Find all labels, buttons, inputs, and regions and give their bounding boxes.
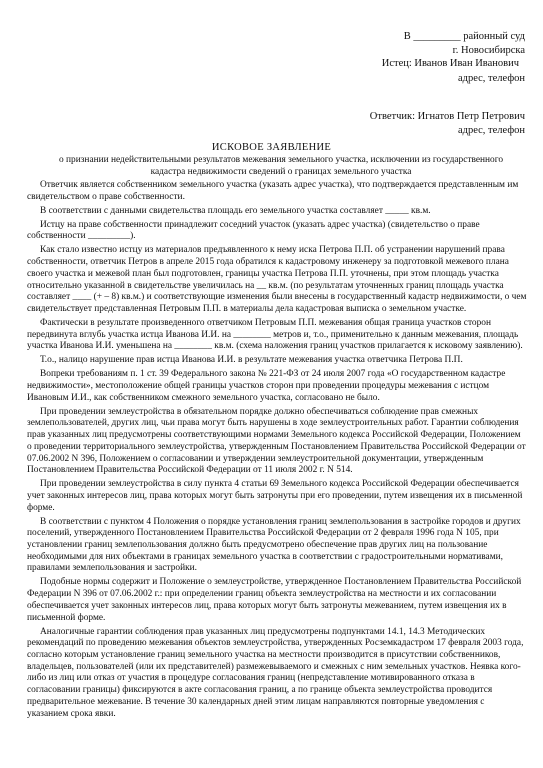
paragraph: Вопреки требованиям п. 1 ст. 39 Федерального закона № 221-ФЗ от 24 июля 2007 года «О государственном кадастре недвижимости», местоположение общей границы участков сторон при проведении процедуры межевания с истцом Ивановым И.И., как собственником смежного земельного участка, согласовано не было. — [27, 369, 506, 403]
paragraph: При проведении землеустройства в обязательном порядке должно обеспечиваться соблюдение прав смежных землепользователей, других лиц, чьи права могут быть нарушены в ходе землеустроительных работ. Гарантии соблюдения прав указанных лиц предусмотрены соответствующими нормами Земельного кодекса Российской Федерации, Положением о проведении территориального землеустройства, утвержденным Постановлением Правительства Российской Федерации от 07.06.2002 N 396, Положением о согласовании и утверждении землеустроительной документации, утвержденным Постановлением Правительства Российской Федерации от 11 июля 2002 г. N 514. — [27, 406, 526, 476]
paragraph: В соответствии с пунктом 4 Положения о порядке установления границ землепользования в застройке городов и других поселений, утвержденного Постановлением Правительства Российской Федерации от 2 февраля 1996 года N 105, при установлении границ землепользования должно быть предусмотрено обеспечение прав других лиц на пользование необходимыми для них объектами в границах земельного участка в соответствии с градостроительными нормативами, правилами землепользования и застройки. — [27, 516, 521, 574]
city-line: г. Новосибирска — [452, 44, 525, 56]
paragraph: Фактически в результате произведенного ответчиком Петровым П.П. межевания общая граница участков сторон передвинута вглубь участка истца Иванова И.И. на ________ метров и, т.о., применительно к данным межевания, площадь участка Иванова И.И. уменьшена на ________ кв.м. (схема наложения границ участков прилагается к исковому заявлению). — [27, 317, 523, 352]
defendant-address-line: адрес, телефон — [457, 125, 525, 136]
paragraph: Ответчик является собственником земельного участка (указать адрес участка), что подтверждается представленным им свидетельством о праве собственности. — [27, 180, 519, 202]
paragraph: Как стало известно истцу из материалов предъявленного к нему иска Петрова П.П. об устранении нарушений права собственности, ответчик Петров в апреле 2015 года обратился к кадастровому инженеру за подготовкой межевого плана своего участка и межевой план был подготовлен, границы участка Петрова П.П. уточнены, при этом площадь участка относительно указанной в свидетельстве увеличилась на __ кв.м. (по результатам уточненных границ площадь участка составляет ____ (+ – 8) кв.м.) и соответствующие изменения были внесены в государственный кадастр недвижимости, о чем свидетельствует представленная Петровым П.П. в материалы дела кадастровая выписка о земельном участке. — [27, 245, 527, 314]
paragraph: Подобные нормы содержит и Положение о землеустройстве, утвержденное Постановлением Правительства Российской Федерации N 396 от 07.06.2002 г.: при определении границ объекта землеустройства на местности и их согласовании обеспечивается учет законных интересов лиц, права которых могут быть затронуты межеванием, путем извещения их в письменной форме. — [27, 577, 522, 623]
paragraph: Т.о., налицо нарушение прав истца Иванова И.И. в результате межевания участка ответчика Петрова П.П. — [40, 355, 463, 366]
paragraph: Аналогичные гарантии соблюдения прав указанных лиц предусмотрены подпунктами 14.1, 14.3 Методических рекомендаций по проведению межевания объектов землеустройства, утвержденных Росземкадастром 17 февраля 2003 года, согласно которым установление границ земельного участка на местности производится в присутствии собственников, владельцев, пользователей (или их представителей) размежевываемого и смежных с ним земельных участков. Неявка кого-либо из лиц или отказ от участия в процедуре согласования границ (непредставление мотивированного отказа в согласовании границы) фиксируются в акте согласования границ, а по границе объекта землеустройства проводится предварительное межевание. В течение 30 календарных дней этим лицам направляются повторные уведомления с указанием срока явки. — [27, 626, 524, 719]
document-title: ИСКОВОЕ ЗАЯВЛЕНИЕ — [211, 142, 332, 153]
paragraph: В соответствии с данными свидетельства площадь его земельного участка составляет _____ кв.м. — [40, 205, 431, 216]
document-subtitle: о признании недействительными результатов межевания земельного участка, исключении из государственного кадастра недвижимости сведений о границах земельного участка — [58, 155, 504, 177]
paragraph: При проведении землеустройства в силу пункта 4 статьи 69 Земельного кодекса Российской Федерации обеспечивается учет законных интересов лиц, права которых могут быть затронуты при его проведении, путем извещения их в письменной форме. — [27, 479, 523, 513]
paragraph: Истцу на праве собственности принадлежит соседний участок (указать адрес участка) (свидетельство о праве собственности _________). — [27, 219, 480, 242]
plaintiff-address-line: адрес, телефон — [457, 73, 525, 84]
defendant-line: Ответчик: Игнатов Петр Петрович — [369, 111, 525, 122]
plaintiff-line: Истец: Иванов Иван Иванович — [381, 58, 519, 69]
court-line: В _________ районный суд — [403, 31, 525, 42]
document-body — [27, 180, 527, 723]
